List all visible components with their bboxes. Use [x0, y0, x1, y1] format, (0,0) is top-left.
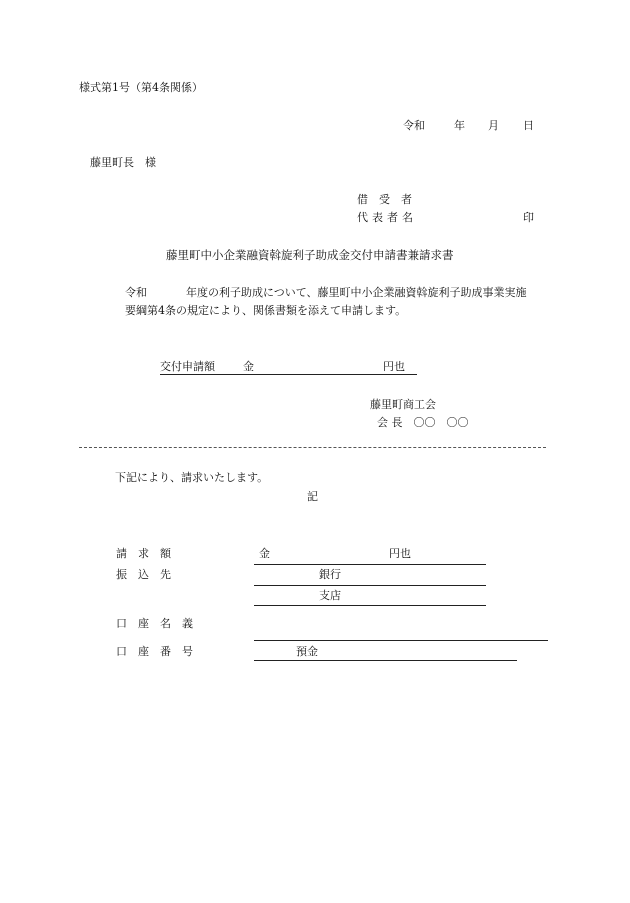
bank-underline [254, 585, 486, 586]
ki-mark: 記 [307, 490, 318, 503]
application-amount-label: 交付申請額 [160, 360, 215, 373]
application-kin: 金 [243, 360, 254, 373]
document-title: 藤里町中小企業融資斡旋利子助成金交付申請書兼請求書 [166, 248, 454, 262]
date-era: 令和 [403, 119, 425, 132]
form-number: 様式第1号（第4条関係） [79, 81, 203, 94]
cut-line [79, 447, 546, 448]
body-era: 令和 [125, 286, 147, 299]
transfer-label: 振 込 先 [116, 568, 171, 581]
application-amount-underline [160, 374, 417, 375]
request-yen: 円也 [389, 547, 411, 560]
request-amount-label: 請 求 額 [116, 547, 171, 560]
deposit-type-label: 預金 [296, 645, 318, 658]
amount-underline [254, 564, 486, 565]
representative-label: 代表者名 [357, 211, 417, 224]
application-yen: 円也 [383, 360, 405, 373]
holder-underline [254, 640, 548, 641]
request-kin: 金 [259, 547, 270, 560]
branch-label: 支店 [319, 589, 341, 602]
addressee: 藤里町長 様 [90, 156, 156, 169]
chamber-president: 会 長 〇〇 〇〇 [377, 416, 469, 429]
branch-underline [254, 605, 486, 606]
request-intro: 下記により、請求いたします。 [115, 471, 269, 484]
date-year: 年 [454, 119, 465, 132]
body-line-2: 要綱第4条の規定により、関係書類を添えて申請します。 [125, 304, 407, 317]
date-day: 日 [523, 119, 534, 132]
account-holder-label: 口 座 名 義 [116, 617, 193, 630]
borrower-label: 借 受 者 [357, 193, 412, 206]
account-number-underline [254, 660, 517, 661]
chamber-name: 藤里町商工会 [370, 398, 436, 411]
date-month: 月 [488, 119, 499, 132]
body-line-1: 年度の利子助成について、藤里町中小企業融資斡旋利子助成事業実施 [186, 286, 527, 299]
account-number-label: 口 座 番 号 [116, 645, 193, 658]
seal-mark: 印 [523, 211, 534, 224]
bank-label: 銀行 [319, 568, 341, 581]
